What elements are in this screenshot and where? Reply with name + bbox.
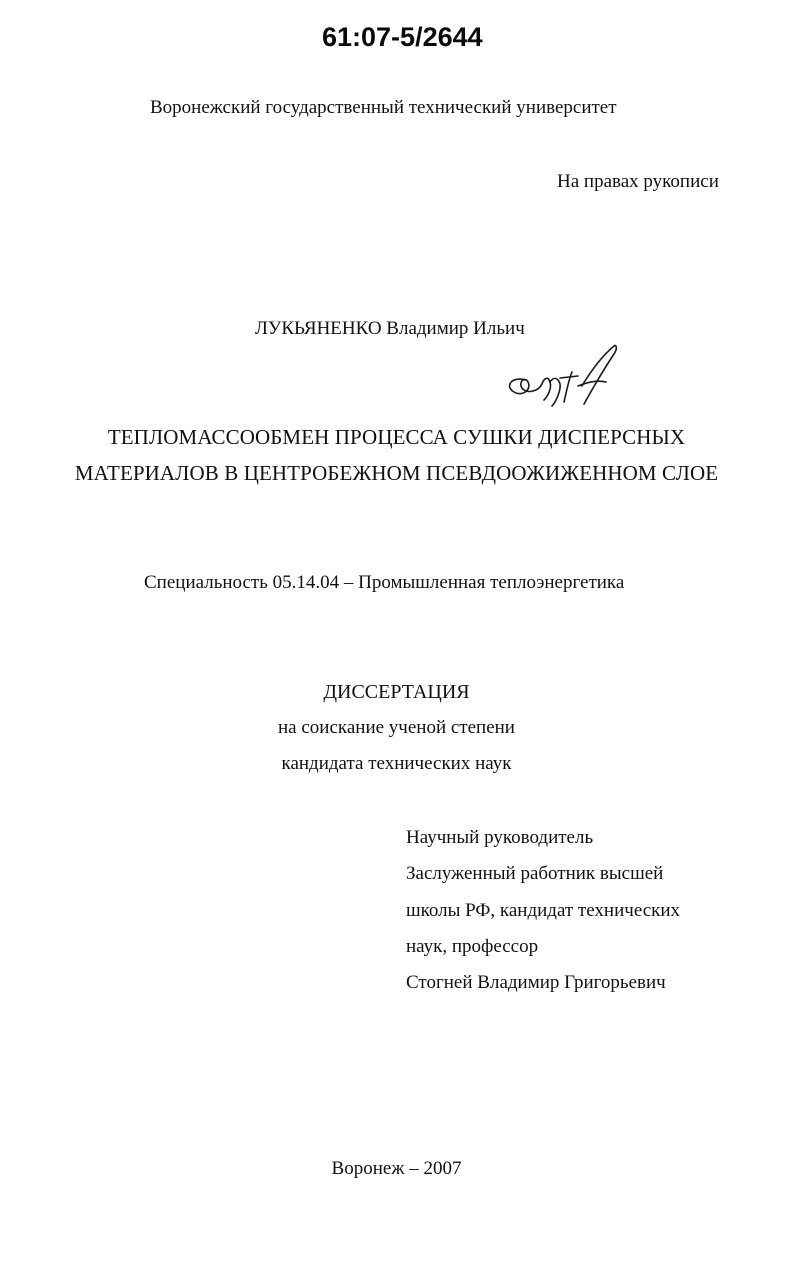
supervisor-name: Стогней Владимир Григорьевич bbox=[406, 972, 666, 993]
document-type-heading: ДИССЕРТАЦИЯ bbox=[323, 681, 470, 703]
supervisor-line: наук, профессор bbox=[406, 936, 539, 957]
degree-line-2: кандидата технических наук bbox=[281, 753, 512, 774]
author-name: ЛУКЬЯНЕНКО Владимир Ильич bbox=[255, 318, 525, 339]
archive-stamp-number: 61:07-5/2644 bbox=[322, 22, 483, 52]
degree-line-1: на соискание ученой степени bbox=[278, 717, 515, 738]
supervisor-line: школы РФ, кандидат технических bbox=[406, 900, 681, 921]
university-name: Воронежский государственный технический университет bbox=[150, 97, 617, 118]
supervisor-line: Научный руководитель bbox=[406, 827, 594, 848]
dissertation-title-line-2: МАТЕРИАЛОВ В ЦЕНТРОБЕЖНОМ ПСЕВДООЖИЖЕННОМ СЛОЕ bbox=[74, 461, 719, 485]
specialty-line: Специальность 05.14.04 – Промышленная теплоэнергетика bbox=[144, 572, 625, 593]
manuscript-rights-note: На правах рукописи bbox=[557, 171, 719, 192]
dissertation-title-line-1: ТЕПЛОМАССООБМЕН ПРОЦЕССА СУШКИ ДИСПЕРСНЫХ bbox=[107, 425, 686, 449]
supervisor-line: Заслуженный работник высшей bbox=[406, 863, 664, 884]
city-and-year: Воронеж – 2007 bbox=[331, 1158, 462, 1179]
author-signature bbox=[498, 342, 628, 412]
